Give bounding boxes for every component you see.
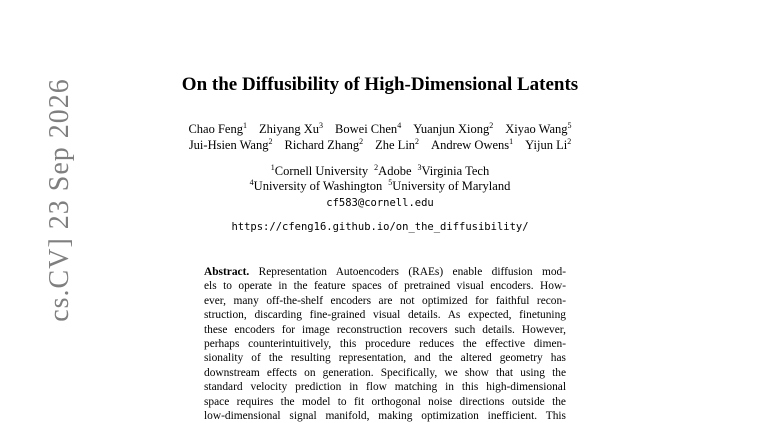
author-name: Richard Zhang$^2$ <box>284 137 364 152</box>
abstract-line: sionality of the resulting representation, and the altered geometry has <box>204 352 566 365</box>
affiliations-row-1 <box>0 164 760 179</box>
abstract-line: els to operate in the feature spaces of pretrained visual encoders. How- <box>204 280 566 293</box>
arxiv-stamp: cs.CV] 23 Sep 2026 <box>44 78 75 322</box>
affiliation: $^1$Cornell University <box>270 163 369 178</box>
abstract-line: perhaps counterintuitively, this procedure reduces the effective dimen- <box>204 338 566 351</box>
abstract-line: struction, discarding fine-grained visual details. As expected, finetuning <box>204 309 566 322</box>
affiliation: $^3$Virginia Tech <box>417 163 490 178</box>
author-name: Yijun Li$^2$ <box>525 137 572 152</box>
affiliation-marker: 1 <box>509 137 514 146</box>
author-name: Jui-Hsien Wang$^2$ <box>188 137 273 152</box>
affiliation: $^5$University of Maryland <box>388 178 511 193</box>
affiliation-marker: 5 <box>567 121 572 130</box>
author-name: Andrew Owens$^1$ <box>431 137 514 152</box>
author-name: Yuanjun Xiong$^2$ <box>413 121 494 136</box>
author-name: Xiyao Wang$^5$ <box>505 121 572 136</box>
affiliation: $^2$Adobe <box>374 163 412 178</box>
abstract-line: downstream effects on generation. Specifically, we show that using the <box>204 366 566 379</box>
abstract-label: Abstract. <box>204 266 250 278</box>
abstract-line: these encoders for image reconstruction recovers such details. However, <box>204 323 566 336</box>
abstract-line: standard velocity prediction in flow matching in this high-dimensional <box>204 381 566 394</box>
paper-title: On the Diffusibility of High-Dimensional Latents <box>181 74 579 95</box>
affiliation-marker: 2 <box>268 137 273 146</box>
affiliation-marker: 2 <box>489 121 494 130</box>
author-name: Chao Feng$^1$ <box>188 121 247 136</box>
affiliation-marker: 4 <box>397 121 402 130</box>
affiliation-marker: 2 <box>359 137 364 146</box>
project-url-link[interactable]: https://cfeng16.github.io/on_the_diffusibility/ <box>231 221 529 233</box>
contact-email[interactable]: cf583@cornell.edu <box>326 197 434 209</box>
abstract-line: space requires the model to fit orthogonal noise directions outside the <box>204 395 566 408</box>
author-name: Zhe Lin$^2$ <box>375 137 420 152</box>
affiliations-row-2 <box>0 179 760 194</box>
abstract <box>204 265 566 423</box>
abstract-line: low-dimensional signal manifold, making optimization inefficient. This <box>204 410 566 423</box>
affiliation-marker: 2 <box>567 137 572 146</box>
abstract-line: ever, many off-the-shelf encoders are not optimized for faithful recon- <box>204 294 566 307</box>
author-list-row-1 <box>0 122 760 137</box>
author-list-row-2 <box>0 138 760 153</box>
affiliation-marker: 1 <box>242 121 247 130</box>
affiliation-marker: 2 <box>415 137 420 146</box>
author-name: Bowei Chen$^4$ <box>335 121 402 136</box>
affiliation: $^4$University of Washington <box>249 178 383 193</box>
affiliation-marker: 3 <box>319 121 324 130</box>
author-name: Zhiyang Xu$^3$ <box>258 121 324 136</box>
abstract-line: Abstract. Representation Autoencoders (RAEs) enable diffusion mod- <box>204 266 566 278</box>
